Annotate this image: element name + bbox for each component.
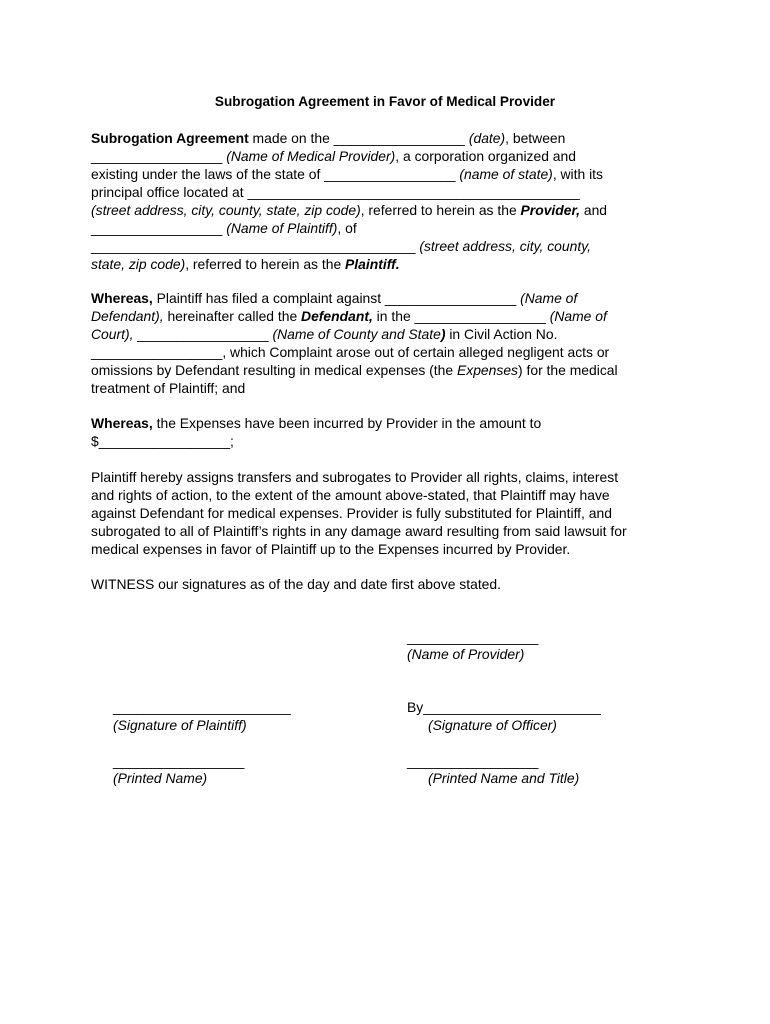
text-run: the Expenses have been incurred by Provider in the amount to (152, 415, 542, 431)
blank-line: __________________________________________ (91, 238, 420, 254)
provider-name-line: _________________ (407, 629, 539, 645)
text-line (91, 289, 691, 307)
text-line (91, 325, 691, 343)
term-whereas: Whereas, (91, 415, 153, 431)
placeholder-court: Court), (91, 326, 134, 342)
blank-line: _________________ (91, 148, 227, 164)
officer-printed-name-label (428, 769, 579, 787)
text-run: ) for the medical (518, 362, 618, 378)
blank-line: _________________ (91, 220, 227, 236)
placeholder-defendant: (Name of (520, 290, 578, 306)
label-text: (Printed Name) (113, 770, 208, 786)
term-provider: Provider, (520, 202, 580, 218)
label-text: (Printed Name and Title) (428, 770, 580, 786)
text-line: and rights of action, to the extent of the amount above-stated, that Plaintiff may have (91, 487, 610, 503)
provider-name-label (407, 645, 524, 663)
text-run: , referred to herein as the (185, 256, 346, 272)
plaintiff-signature-line: _______________________ (113, 699, 291, 715)
term-defendant: Defendant, (301, 308, 373, 324)
paragraph-whereas-expenses (91, 414, 691, 450)
text-line (91, 129, 691, 147)
paragraph-assignment (91, 468, 691, 558)
text-line (91, 307, 691, 325)
plaintiff-printed-name-label (113, 769, 207, 787)
text-line: Plaintiff hereby assigns transfers and subrogates to Provider all rights, claims, interest (91, 469, 619, 485)
text-run: and (580, 202, 608, 218)
term-whereas: Whereas, (91, 290, 153, 306)
text-line: principal office located at ___________________________________________ (91, 184, 580, 200)
text-run: hereinafter called the (163, 308, 302, 324)
placeholder-date: (date) (468, 130, 506, 146)
officer-signature-line: By_______________________ (407, 699, 601, 715)
document-title: Subrogation Agreement in Favor of Medical Provider (214, 94, 556, 109)
label-text: (Signature of Plaintiff) (113, 717, 247, 733)
text-line (91, 219, 691, 237)
paragraph-witness (91, 575, 691, 593)
placeholder-address: state, zip code) (91, 256, 186, 272)
term-expenses: Expenses (456, 362, 518, 378)
text-line (91, 147, 691, 165)
text-run: , referred to herein as the (360, 202, 521, 218)
text-line (91, 255, 691, 273)
paragraph-whereas-complaint (91, 289, 691, 397)
paragraph-parties (91, 129, 691, 273)
text-line (91, 361, 691, 379)
text-run: , a corporation organized and (395, 148, 576, 164)
text-run: in Civil Action No. (445, 326, 558, 342)
placeholder-address: (street address, city, county, (419, 238, 591, 254)
placeholder-state: (name of state) (459, 166, 553, 182)
blank-line: _________________ (133, 326, 273, 342)
text-run: , between (505, 130, 566, 146)
text-run: ) (440, 326, 446, 342)
text-line: $_________________; (91, 433, 234, 449)
officer-signature-label (428, 716, 557, 734)
text-line: subrogated to all of Plaintiff’s rights in any damage award resulting from said lawsuit for (91, 523, 627, 539)
text-line: treatment of Plaintiff; and (91, 380, 246, 396)
text-line (91, 237, 691, 255)
label-text: (Name of Provider) (407, 646, 525, 662)
text-line: _________________, which Complaint arose out of certain alleged negligent acts or (91, 344, 610, 360)
text-run: existing under the laws of the state of _________________ (91, 166, 460, 182)
placeholder-plaintiff: (Name of Plaintiff) (226, 220, 338, 236)
placeholder-address: (street address, city, county, state, zip code) (91, 202, 361, 218)
placeholder-county-state: (Name of County and State (272, 326, 441, 342)
text-run: Plaintiff has filed a complaint against _________________ (152, 290, 521, 306)
text-line (91, 201, 691, 219)
text-line (91, 414, 691, 432)
officer-printed-name-line: _________________ (407, 753, 539, 769)
placeholder-medical-provider: (Name of Medical Provider) (226, 148, 396, 164)
text-run: omissions by Defendant resulting in medical expenses (the (91, 362, 457, 378)
text-line: medical expenses in favor of Plaintiff up to the Expenses incurred by Provider. (91, 541, 571, 557)
placeholder-defendant: Defendant), (91, 308, 164, 324)
term-plaintiff: Plaintiff. (345, 256, 400, 272)
text-run: , with its (552, 166, 603, 182)
placeholder-court: (Name of (549, 308, 607, 324)
text-run: in the _________________ (372, 308, 550, 324)
term-subrogation-agreement: Subrogation Agreement (91, 130, 249, 146)
text-line: WITNESS our signatures as of the day and date first above stated. (91, 576, 501, 592)
text-line: against Defendant for medical expenses. Provider is fully substituted for Plaintiff, and (91, 505, 612, 521)
text-line (91, 165, 691, 183)
text-run: , of (337, 220, 357, 236)
text-run: made on the _________________ (248, 130, 469, 146)
plaintiff-signature-label (113, 716, 247, 734)
label-text: (Signature of Officer) (428, 717, 557, 733)
plaintiff-printed-name-line: _________________ (113, 753, 245, 769)
